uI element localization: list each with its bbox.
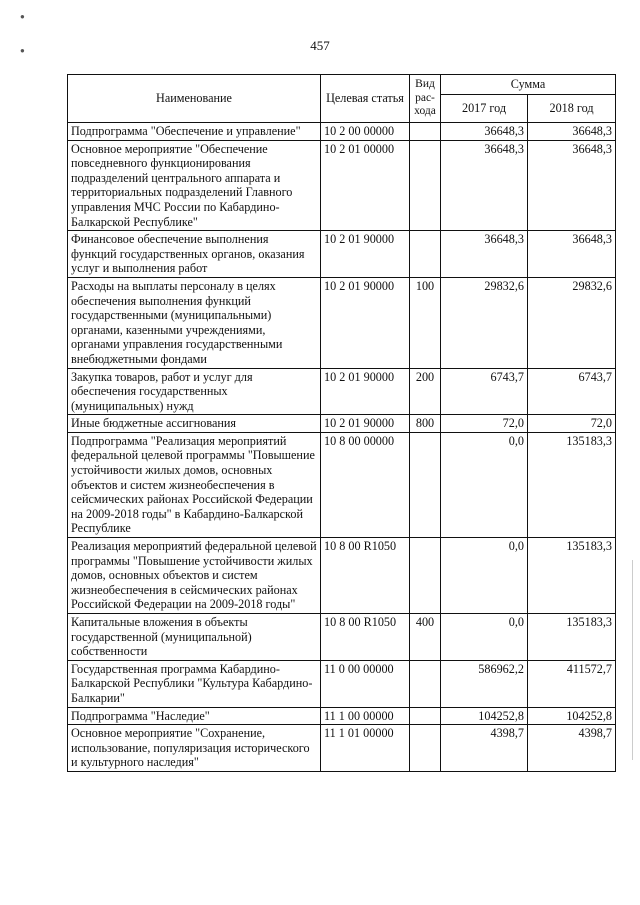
row-expense-type: 100 bbox=[410, 277, 441, 368]
row-sum-2017: 4398,7 bbox=[441, 725, 528, 772]
row-expense-type: 800 bbox=[410, 415, 441, 433]
row-expense-type: 200 bbox=[410, 368, 441, 415]
row-target-article: 10 2 01 90000 bbox=[321, 231, 410, 278]
row-name: Иные бюджетные ассигнования bbox=[68, 415, 321, 433]
row-target-article: 10 2 01 90000 bbox=[321, 368, 410, 415]
row-sum-2018: 104252,8 bbox=[528, 707, 616, 725]
row-sum-2017: 36648,3 bbox=[441, 123, 528, 141]
row-sum-2018: 6743,7 bbox=[528, 368, 616, 415]
row-expense-type bbox=[410, 432, 441, 537]
scan-mark-side: ● bbox=[20, 46, 25, 55]
table-row bbox=[68, 614, 616, 661]
row-sum-2017: 586962,2 bbox=[441, 660, 528, 707]
page-number: 457 bbox=[310, 38, 330, 53]
table-row bbox=[68, 123, 616, 141]
row-expense-type: 400 bbox=[410, 614, 441, 661]
row-target-article: 10 2 01 90000 bbox=[321, 277, 410, 368]
row-sum-2017: 36648,3 bbox=[441, 140, 528, 231]
row-expense-type bbox=[410, 231, 441, 278]
row-sum-2018: 36648,3 bbox=[528, 231, 616, 278]
table-row bbox=[68, 415, 616, 433]
table-header bbox=[68, 75, 616, 123]
table-row bbox=[68, 538, 616, 614]
row-sum-2018: 135183,3 bbox=[528, 614, 616, 661]
header-expense-type: Вид рас-хода bbox=[410, 75, 441, 123]
row-target-article: 10 8 00 R1050 bbox=[321, 614, 410, 661]
table-row bbox=[68, 277, 616, 368]
row-sum-2018: 135183,3 bbox=[528, 538, 616, 614]
row-name: Расходы на выплаты персоналу в целях обеспечения выполнения функций государственными (муниципальными) органами, казенными учреждениями, органами управления государственными внебюджетными фондами bbox=[68, 277, 321, 368]
table-row bbox=[68, 660, 616, 707]
scan-mark-top: ● bbox=[20, 12, 25, 21]
row-name: Подпрограмма "Обеспечение и управление" bbox=[68, 123, 321, 141]
header-year-2018: 2018 год bbox=[528, 95, 616, 123]
row-target-article: 10 8 00 00000 bbox=[321, 432, 410, 537]
table-row bbox=[68, 707, 616, 725]
row-name: Капитальные вложения в объекты государственной (муниципальной) собственности bbox=[68, 614, 321, 661]
header-target-article: Целевая статья bbox=[321, 75, 410, 123]
row-sum-2017: 29832,6 bbox=[441, 277, 528, 368]
row-sum-2017: 0,0 bbox=[441, 614, 528, 661]
header-sum: Сумма bbox=[441, 75, 616, 95]
row-sum-2018: 72,0 bbox=[528, 415, 616, 433]
row-sum-2018: 29832,6 bbox=[528, 277, 616, 368]
row-name: Реализация мероприятий федеральной целевой программы "Повышение устойчивости жилых домов, основных объектов и систем жизнеобеспечения в сейсмических районах Российской Федерации на 2009-2018 годы" bbox=[68, 538, 321, 614]
row-target-article: 10 8 00 R1050 bbox=[321, 538, 410, 614]
row-sum-2018: 36648,3 bbox=[528, 123, 616, 141]
row-expense-type bbox=[410, 660, 441, 707]
row-sum-2018: 36648,3 bbox=[528, 140, 616, 231]
table-row bbox=[68, 432, 616, 537]
row-sum-2017: 6743,7 bbox=[441, 368, 528, 415]
scan-edge-line bbox=[632, 560, 633, 760]
row-expense-type bbox=[410, 707, 441, 725]
row-sum-2018: 411572,7 bbox=[528, 660, 616, 707]
row-name: Основное мероприятие "Сохранение, использование, популяризация исторического и культурного наследия" bbox=[68, 725, 321, 772]
row-name: Подпрограмма "Реализация мероприятий федеральной целевой программы "Повышение устойчивости жилых домов, основных объектов и систем жизнеобеспечения в сейсмических районах Российской Федерации на 2009-2018 годы" в Кабардино-Балкарской Республике bbox=[68, 432, 321, 537]
row-sum-2017: 0,0 bbox=[441, 432, 528, 537]
table-row bbox=[68, 231, 616, 278]
row-target-article: 11 0 00 00000 bbox=[321, 660, 410, 707]
row-target-article: 10 2 01 90000 bbox=[321, 415, 410, 433]
header-year-2017: 2017 год bbox=[441, 95, 528, 123]
row-target-article: 10 2 01 00000 bbox=[321, 140, 410, 231]
row-target-article: 11 1 00 00000 bbox=[321, 707, 410, 725]
table-body bbox=[68, 123, 616, 772]
header-name: Наименование bbox=[68, 75, 321, 123]
row-name: Финансовое обеспечение выполнения функций государственных органов, оказания услуг и выполнения работ bbox=[68, 231, 321, 278]
row-expense-type bbox=[410, 538, 441, 614]
row-name: Государственная программа Кабардино-Балкарской Республики "Культура Кабардино-Балкарии" bbox=[68, 660, 321, 707]
row-expense-type bbox=[410, 123, 441, 141]
row-sum-2017: 0,0 bbox=[441, 538, 528, 614]
table-row bbox=[68, 140, 616, 231]
row-sum-2018: 135183,3 bbox=[528, 432, 616, 537]
row-expense-type bbox=[410, 140, 441, 231]
row-name: Основное мероприятие "Обеспечение повседневного функционирования подразделений центрального аппарата и территориальных подразделений Главного управления МЧС России по Кабардино-Балкарской Республике" bbox=[68, 140, 321, 231]
row-target-article: 10 2 00 00000 bbox=[321, 123, 410, 141]
row-sum-2018: 4398,7 bbox=[528, 725, 616, 772]
budget-table bbox=[67, 74, 616, 772]
table-row bbox=[68, 368, 616, 415]
row-name: Закупка товаров, работ и услуг для обеспечения государственных (муниципальных) нужд bbox=[68, 368, 321, 415]
table-row bbox=[68, 725, 616, 772]
row-sum-2017: 36648,3 bbox=[441, 231, 528, 278]
row-name: Подпрограмма "Наследие" bbox=[68, 707, 321, 725]
row-sum-2017: 104252,8 bbox=[441, 707, 528, 725]
row-target-article: 11 1 01 00000 bbox=[321, 725, 410, 772]
row-expense-type bbox=[410, 725, 441, 772]
row-sum-2017: 72,0 bbox=[441, 415, 528, 433]
